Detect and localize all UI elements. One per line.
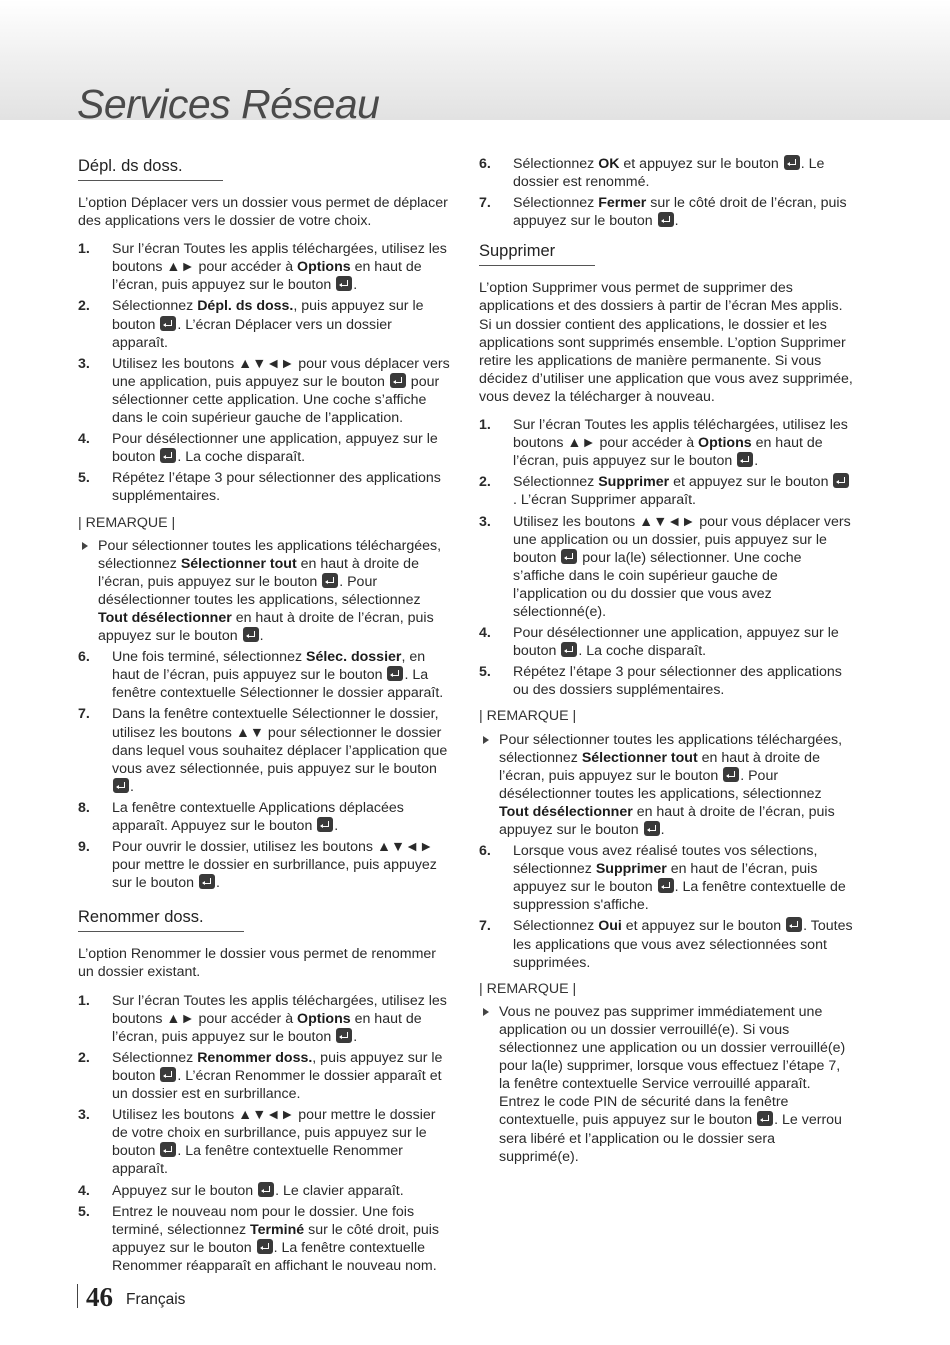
enter-button-icon bbox=[784, 155, 800, 170]
note-item: Vous ne pouvez pas supprimer immédiatement une application ou un dossier verrouillé(e). Si vous sélectionnez une application ou un dossier verrouillé(e) pour la(le) supprimer, lorsque vous effectuez l’étape 7, la fenêtre contextuelle Service verrouillé apparaît. Entrez le code PIN de sécurité dans la fenêtre contextuelle, puis appuyez sur le bouton . Le verrou sera libéré et l’application ou le dossier sera supprimé(e). bbox=[479, 1003, 853, 1166]
step: 2. Sélectionnez Renommer doss., puis appuyez sur le bouton . L’écran Renommer le dossier apparaît et un dossier est en surbrillance. bbox=[78, 1049, 443, 1103]
rename-intro: L’option Renommer le dossier vous permet de renommer un dossier existant. bbox=[78, 946, 437, 981]
enter-button-icon bbox=[113, 778, 129, 793]
section-heading-rename: Renommer doss. bbox=[78, 906, 244, 932]
enter-button-icon bbox=[258, 1182, 274, 1197]
note-label: | REMARQUE | bbox=[479, 708, 577, 725]
enter-button-icon bbox=[737, 452, 753, 467]
step: 6. Sélectionnez OK et appuyez sur le bouton . Le dossier est renommé. bbox=[479, 156, 825, 191]
step: 6. Une fois terminé, sélectionnez Sélec. dossier, en haut de l’écran, puis appuyez sur le bouton . La fenêtre contextuelle Sélectionner le dossier apparaît. bbox=[78, 649, 444, 702]
step: 3. Utilisez les boutons ▲▼◄► pour vous déplacer vers une application ou un dossier, puis appuyez sur le bouton pour la(le) sélectionner. Une coche s’affiche dans le coin supérieur gauche de l’application ou du dossier que vous avez sélectionné(e). bbox=[479, 513, 851, 620]
enter-button-icon bbox=[160, 1142, 176, 1157]
move-intro: L’option Déplacer vers un dossier vous permet de déplacer des applications vers le dossier de votre choix. bbox=[78, 195, 448, 230]
delete-intro: L’option Supprimer vous permet de supprimer des applications et des dossiers à partir de l’écran Mes applis. Si un dossier contient des applications, le dossier et les applications sont supprimés ensemble. L’option Supprimer retire les applications de manière permanente. Si vous décidez d’utiliser une application que vous avez supprimée, vous devez la télécharger à nouveau. bbox=[479, 280, 853, 405]
step: 6. Lorsque vous avez réalisé toutes vos sélections, sélectionnez Supprimer en haut de l’écran, puis appuyez sur le bouton . La fenêtre contextuelle de suppression s'affiche. bbox=[479, 843, 846, 914]
enter-button-icon bbox=[723, 767, 739, 782]
section-heading-move: Dépl. ds doss. bbox=[78, 155, 223, 181]
note-label: | REMARQUE | bbox=[479, 980, 577, 997]
enter-button-icon bbox=[336, 276, 352, 291]
right-column bbox=[479, 155, 853, 1169]
move-steps-continued bbox=[78, 648, 450, 892]
move-notes bbox=[78, 537, 450, 646]
step: 1. Sur l’écran Toutes les applis téléchargées, utilisez les boutons ▲► pour accéder à Options en haut de l’écran, puis appuyez sur le bouton . bbox=[479, 417, 848, 470]
language-label: Français bbox=[126, 1291, 186, 1308]
step: 4. Pour désélectionner une application, appuyez sur le bouton . La coche disparaît. bbox=[78, 431, 438, 466]
page-header bbox=[0, 0, 950, 127]
rename-steps-continued bbox=[479, 155, 853, 230]
rename-steps bbox=[78, 992, 450, 1275]
enter-button-icon bbox=[257, 1239, 273, 1254]
step: 5. Répétez l’étape 3 pour sélectionner des applications supplémentaires. bbox=[78, 470, 441, 505]
enter-button-icon bbox=[390, 373, 406, 388]
enter-button-icon bbox=[160, 1067, 176, 1082]
step: 1. Sur l’écran Toutes les applis téléchargées, utilisez les boutons ▲► pour accéder à Options en haut de l’écran, puis appuyez sur le bouton . bbox=[78, 241, 447, 294]
enter-button-icon bbox=[658, 212, 674, 227]
step: 5. Répétez l’étape 3 pour sélectionner des applications ou des dossiers supplémentaires. bbox=[479, 664, 842, 699]
enter-button-icon bbox=[786, 917, 802, 932]
enter-button-icon bbox=[160, 316, 176, 331]
step: 4. Appuyez sur le bouton . Le clavier apparaît. bbox=[78, 1182, 404, 1199]
left-column bbox=[78, 155, 450, 1283]
step: 8. La fenêtre contextuelle Applications déplacées apparaît. Appuyez sur le bouton . bbox=[78, 799, 404, 834]
enter-button-icon bbox=[757, 1111, 773, 1126]
delete-notes bbox=[479, 731, 853, 840]
enter-button-icon bbox=[644, 821, 660, 836]
footer-divider bbox=[77, 1284, 78, 1308]
enter-button-icon bbox=[322, 573, 338, 588]
step: 3. Utilisez les boutons ▲▼◄► pour mettre le dossier de votre choix en surbrillance, puis appuyez sur le bouton . La fenêtre contextuelle Renommer apparaît. bbox=[78, 1107, 436, 1178]
section-heading-delete: Supprimer bbox=[479, 240, 595, 266]
enter-button-icon bbox=[833, 473, 849, 488]
page-number: 46 bbox=[86, 1282, 113, 1312]
locked-notes bbox=[479, 1003, 853, 1166]
enter-button-icon bbox=[199, 874, 215, 889]
step: 7. Sélectionnez Fermer sur le côté droit de l’écran, puis appuyez sur le bouton . bbox=[479, 195, 847, 230]
step: 2. Sélectionnez Dépl. ds doss., puis appuyez sur le bouton . L’écran Déplacer vers un dossier apparaît. bbox=[78, 298, 424, 351]
step: 7. Dans la fenêtre contextuelle Sélectionner le dossier, utilisez les boutons ▲▼ pour sélectionner le dossier dans lequel vous souhaitez déplacer l’application que vous avez sélectionnée, puis appuyez sur le bouton . bbox=[78, 706, 448, 795]
step: 9. Pour ouvrir le dossier, utilisez les boutons ▲▼◄► pour mettre le dossier en surbrillance, puis appuyez sur le bouton . bbox=[78, 839, 437, 892]
enter-button-icon bbox=[561, 549, 577, 564]
delete-steps bbox=[479, 416, 853, 699]
step: 1. Sur l’écran Toutes les applis téléchargées, utilisez les boutons ▲► pour accéder à Options en haut de l’écran, puis appuyez sur le bouton . bbox=[78, 992, 447, 1045]
page-title: Services Réseau bbox=[77, 81, 380, 127]
step: 7. Sélectionnez Oui et appuyez sur le bouton . Toutes les applications que vous avez sélectionnées sont supprimées. bbox=[479, 918, 853, 971]
step: 4. Pour désélectionner une application, appuyez sur le bouton . La coche disparaît. bbox=[479, 625, 839, 660]
enter-button-icon bbox=[658, 878, 674, 893]
step: 3. Utilisez les boutons ▲▼◄► pour vous déplacer vers une application, puis appuyez sur le bouton pour sélectionner cette application. Une coche s’affiche dans le coin supérieur gauche de l’application. bbox=[78, 355, 450, 427]
enter-button-icon bbox=[387, 666, 403, 681]
enter-button-icon bbox=[317, 817, 333, 832]
enter-button-icon bbox=[243, 627, 259, 642]
delete-steps-continued bbox=[479, 842, 853, 972]
step: 5. Entrez le nouveau nom pour le dossier. Une fois terminé, sélectionnez Terminé sur le côté droit, puis appuyez sur le bouton . La fenêtre contextuelle Renommer réapparaît en affichant le nouveau nom. bbox=[78, 1203, 439, 1274]
note-item: Pour sélectionner toutes les applications téléchargées, sélectionnez Sélectionner tout en haut à droite de l’écran, puis appuyez sur le bouton . Pour désélectionner toutes les applications, sélectionnez Tout désélectionner en haut à droite de l’écran, puis appuyez sur le bouton . bbox=[479, 731, 853, 840]
enter-button-icon bbox=[561, 642, 577, 657]
note-item: Pour sélectionner toutes les applications téléchargées, sélectionnez Sélectionner tout en haut à droite de l’écran, puis appuyez sur le bouton . Pour désélectionner toutes les applications, sélectionnez Tout désélectionner en haut à droite de l’écran, puis appuyez sur le bouton . bbox=[78, 537, 450, 646]
note-label: | REMARQUE | bbox=[78, 514, 176, 531]
step: 2. Sélectionnez Supprimer et appuyez sur le bouton . L’écran Supprimer apparaît. bbox=[479, 473, 853, 509]
enter-button-icon bbox=[160, 448, 176, 463]
move-steps bbox=[78, 240, 450, 505]
enter-button-icon bbox=[336, 1028, 352, 1043]
